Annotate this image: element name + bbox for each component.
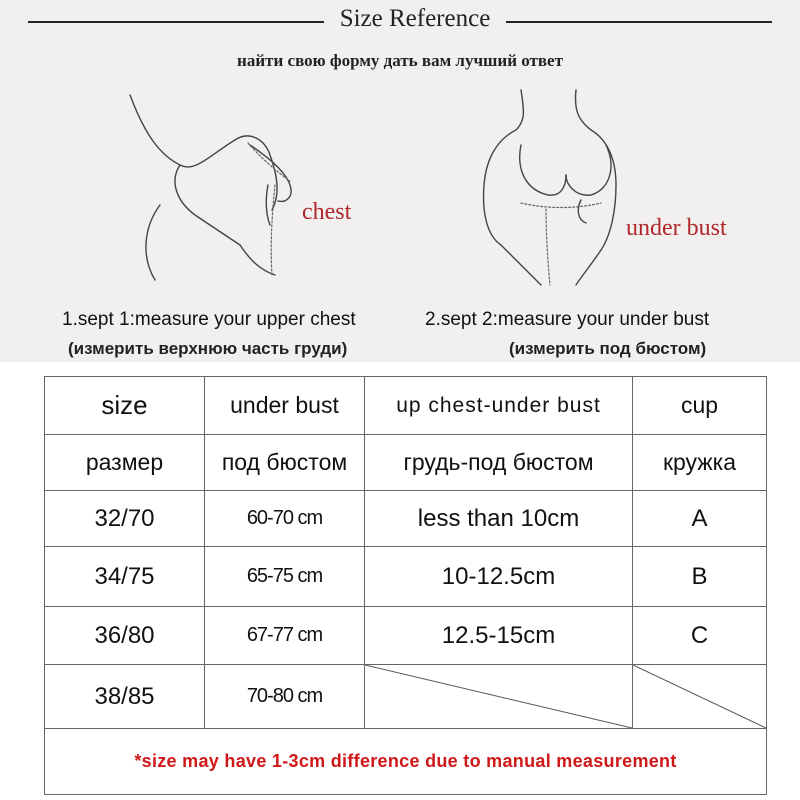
header-under-bust-ru: под бюстом [205,435,365,491]
upper-chest-figure [100,85,330,295]
chest-tag: chest [302,199,352,225]
under-bust-cell: 67-77 cm [205,607,365,665]
under-bust-figure [466,85,636,290]
table-row [45,607,767,665]
size-chart-table [44,376,767,795]
diagonal-strike-icon [633,665,766,728]
chest-difference-cell: less than 10cm [365,491,633,547]
header-size: size [45,377,205,435]
header-cup-ru: кружка [633,435,767,491]
size-cell: 32/70 [45,491,205,547]
under-bust-cell: 65-75 cm [205,547,365,607]
chest-difference-cell: 12.5-15cm [365,607,633,665]
step-2-ru-text: (измерить под бюстом) [509,339,707,358]
table-note-row [45,729,767,795]
header-cup: cup [633,377,767,435]
cup-cell: C [633,607,767,665]
title-divider-right [506,21,772,23]
under-bust-cell: 70-80 cm [205,665,365,729]
table-row [45,665,767,729]
header-size-ru: размер [45,435,205,491]
cup-cell: A [633,491,767,547]
empty-cell-diagonal [365,665,633,729]
table-header-row-ru [45,435,767,491]
title-divider-left [28,21,324,23]
diagonal-strike-icon [365,665,632,728]
under-bust-illustration [466,85,636,290]
cup-cell: B [633,547,767,607]
measurement-note: *size may have 1-3cm difference due to manual measurement [45,729,767,795]
step-1-ru-text: (измерить верхнюю часть груди) [68,339,348,358]
size-cell: 34/75 [45,547,205,607]
chest-difference-cell: 10-12.5cm [365,547,633,607]
size-cell: 38/85 [45,665,205,729]
empty-cell-diagonal [633,665,767,729]
header-chest-difference: up chest-under bust [365,377,633,435]
under-bust-cell: 60-70 cm [205,491,365,547]
size-reference-panel [0,0,800,362]
table-row [45,547,767,607]
header-chest-difference-ru: грудь-под бюстом [365,435,633,491]
table-row [45,491,767,547]
header-under-bust: under bust [205,377,365,435]
table-header-row [45,377,767,435]
step-2-text: 2.sept 2:measure your under bust [425,309,710,330]
under-bust-tag: under bust [626,215,727,241]
size-cell: 36/80 [45,607,205,665]
upper-chest-illustration [100,85,330,295]
page-title: Size Reference [339,5,491,32]
page-subtitle: найти свою форму дать вам лучший ответ [237,51,563,70]
step-1-text: 1.sept 1:measure your upper chest [62,309,356,330]
